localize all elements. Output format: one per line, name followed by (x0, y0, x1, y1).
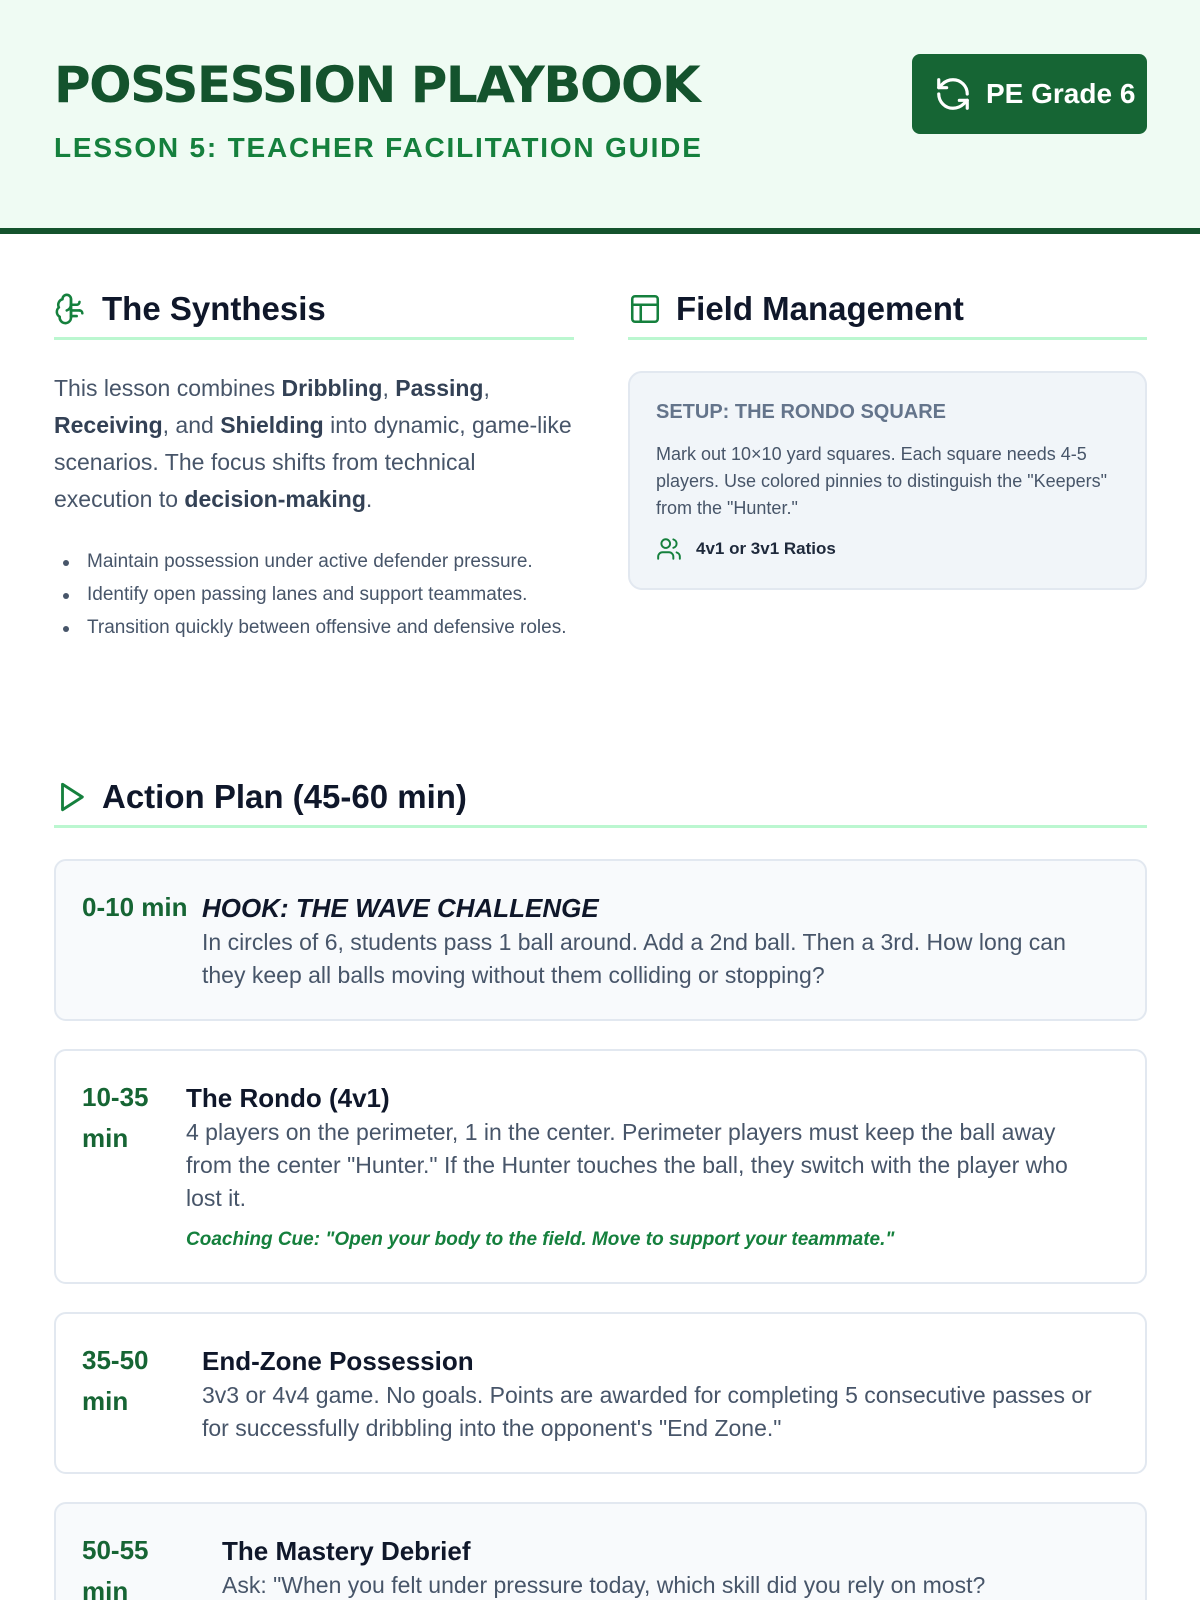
skill-dribbling: Dribbling (281, 375, 383, 401)
ratio-label: 4v1 or 3v1 Ratios (696, 539, 836, 558)
play-icon (54, 780, 88, 814)
synthesis-heading: The Synthesis (102, 289, 326, 327)
refresh-cycle-icon (934, 75, 972, 113)
synthesis-intro: This lesson combines Dribbling, Passing, Receiving, and Shielding into dynamic, game-like scenarios. The focus shifts from technical execution to decision-making. (54, 375, 572, 512)
setup-card (628, 371, 1147, 590)
action-step-end-zone (54, 1312, 1147, 1474)
page-title: POSSESSION PLAYBOOK (54, 56, 700, 114)
step-body (202, 1344, 1105, 1445)
step-body (222, 1534, 1105, 1600)
step-time: 50-55 min (82, 1535, 149, 1600)
step-title: End-Zone Possession (202, 1346, 474, 1376)
action-step-hook (54, 859, 1147, 1021)
ratio-row (656, 536, 836, 562)
skill-receiving: Receiving (54, 412, 163, 438)
synthesis-objectives-list (54, 549, 574, 648)
page-subtitle: LESSON 5: TEACHER FACILITATION GUIDE (54, 132, 703, 163)
step-description: 4 players on the perimeter, 1 in the center. Perimeter players must keep the ball away from the center "Hunter." If the Hunter touches the ball, they switch with the player who lost it. (186, 1119, 1068, 1211)
brain-icon (54, 292, 88, 326)
step-time: 10-35 min (82, 1082, 149, 1153)
action-plan-heading: Action Plan (45-60 min) (102, 777, 467, 815)
grade-badge-label: PE Grade 6 (986, 78, 1136, 109)
field-management-heading-row (628, 280, 1147, 340)
step-description: 3v3 or 4v4 game. No goals. Points are awarded for completing 5 consecutive passes or for successfully dribbling into the opponent's "End Zone." (202, 1382, 1092, 1441)
step-description: Ask: "When you felt under pressure today, which skill did you rely on most? (222, 1572, 986, 1598)
list-item: Transition quickly between offensive and defensive roles. (54, 615, 574, 641)
synthesis-heading-row (54, 280, 574, 340)
step-body (202, 891, 1105, 992)
setup-text: Mark out 10×10 yard squares. Each square needs 4-5 players. Use colored pinnies to distinguish the "Keepers" from the "Hunter." (656, 444, 1108, 518)
step-title: HOOK: THE WAVE CHALLENGE (202, 893, 599, 923)
step-title: The Mastery Debrief (222, 1536, 471, 1566)
layout-icon (628, 292, 662, 326)
list-item: Maintain possession under active defender pressure. (54, 549, 574, 575)
field-management-heading: Field Management (676, 289, 964, 327)
page-header (0, 0, 1200, 234)
action-step-rondo (54, 1049, 1147, 1284)
skill-passing: Passing (395, 375, 484, 401)
step-body (186, 1081, 1105, 1251)
step-time: 35-50 min (82, 1345, 149, 1416)
skill-shielding: Shielding (220, 412, 324, 438)
action-step-debrief (54, 1502, 1147, 1600)
step-description: In circles of 6, students pass 1 ball around. Add a 2nd ball. Then a 3rd. How long can they keep all balls moving without them colliding or stopping? (202, 929, 1066, 988)
action-plan-heading-row (54, 768, 1147, 828)
coaching-cue: Coaching Cue: "Open your body to the field. Move to support your teammate." (186, 1229, 895, 1250)
grade-badge (912, 54, 1147, 134)
step-title: The Rondo (4v1) (186, 1083, 390, 1113)
step-time: 0-10 min (82, 892, 188, 922)
focus-decision-making: decision-making (184, 486, 366, 512)
list-item: Identify open passing lanes and support teammates. (54, 582, 574, 608)
setup-label: SETUP: THE RONDO SQUARE (656, 401, 947, 423)
users-icon (656, 536, 682, 562)
